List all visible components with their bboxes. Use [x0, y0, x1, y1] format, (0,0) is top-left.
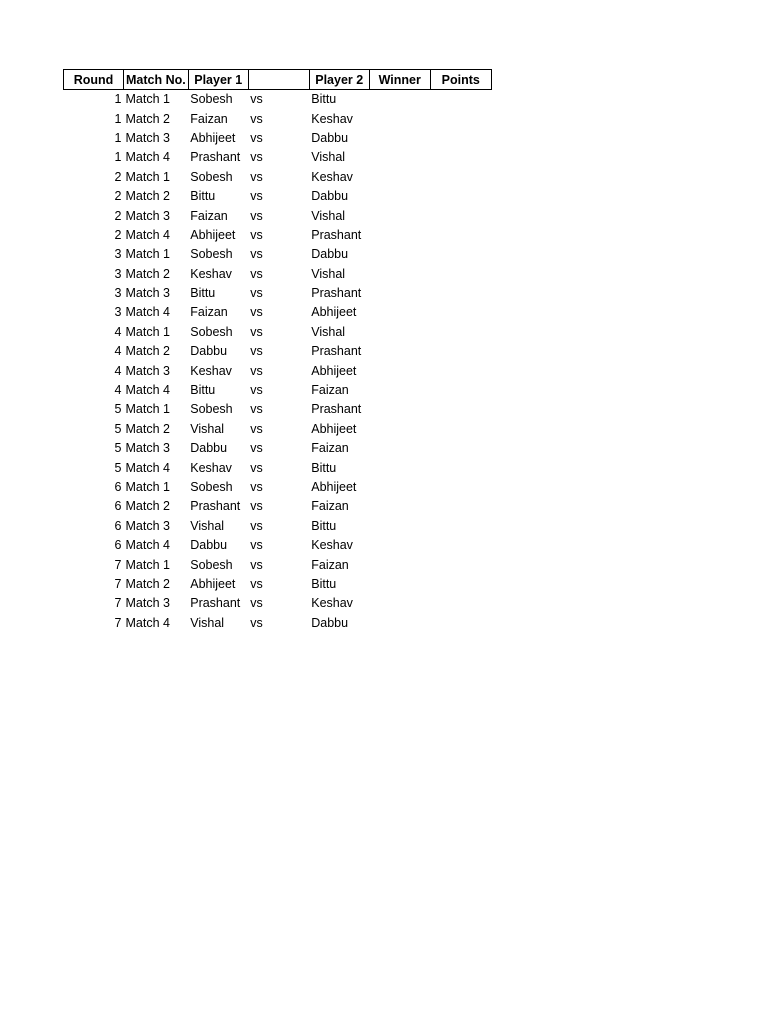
- match-cell: Match 1: [125, 169, 170, 184]
- player-1-cell: Sobesh: [190, 247, 233, 262]
- round-cell: 7: [114, 557, 122, 572]
- player-2-cell: Vishal: [311, 324, 346, 339]
- points-cell: [430, 594, 491, 613]
- player-2-cell: Prashant: [311, 227, 362, 242]
- round-cell: 7: [114, 596, 122, 611]
- player-2-cell: Abhijeet: [311, 305, 357, 320]
- player-1-cell: Vishal: [190, 421, 225, 436]
- player-2-cell: Keshav: [311, 596, 353, 611]
- match-cell: Match 2: [125, 344, 170, 359]
- vs-cell: vs: [250, 383, 263, 398]
- player-2-cell: Abhijeet: [311, 363, 357, 378]
- table-row: [64, 90, 492, 110]
- player-2-cell: Dabbu: [311, 615, 349, 630]
- table-row: [64, 517, 492, 536]
- match-cell: Match 1: [125, 247, 170, 262]
- header-row: [64, 70, 492, 90]
- player-2-cell: Prashant: [311, 344, 362, 359]
- player-2-cell: Faizan: [311, 499, 349, 514]
- round-cell: 6: [114, 499, 122, 514]
- round-cell: 4: [114, 383, 122, 398]
- points-cell: [430, 478, 491, 497]
- points-cell: [430, 517, 491, 536]
- round-cell: 1: [114, 92, 122, 107]
- player-2-cell: Faizan: [311, 383, 349, 398]
- player-2-cell: Bittu: [311, 518, 337, 533]
- vs-cell: vs: [250, 480, 263, 494]
- player-1-cell: Dabbu: [190, 441, 228, 456]
- winner-cell: [369, 303, 430, 322]
- match-cell: Match 4: [125, 305, 170, 320]
- player-2-cell: Keshav: [311, 538, 353, 553]
- match-cell: Match 4: [125, 615, 170, 630]
- winner-cell: [369, 342, 430, 361]
- points-cell: [430, 187, 491, 206]
- points-cell: [430, 420, 491, 439]
- player-2-cell: Prashant: [311, 402, 362, 417]
- player-1-cell: Keshav: [190, 266, 232, 281]
- winner-cell: [369, 439, 430, 458]
- table-row: [64, 381, 492, 400]
- points-cell: [430, 361, 491, 380]
- vs-cell: vs: [250, 557, 263, 572]
- table-row: [64, 226, 492, 245]
- points-cell: [430, 168, 491, 187]
- table-row: [64, 109, 492, 128]
- vs-cell: vs: [250, 363, 263, 378]
- player-1-cell: Keshav: [190, 363, 232, 378]
- player-1-cell: Abhijeet: [190, 576, 236, 591]
- round-cell: 3: [114, 305, 122, 320]
- round-cell: 4: [114, 324, 122, 339]
- table-row: [64, 187, 492, 206]
- player-1-cell: Dabbu: [190, 344, 228, 359]
- winner-cell: [369, 245, 430, 264]
- round-cell: 6: [114, 480, 122, 494]
- player-1-cell: Vishal: [190, 615, 225, 630]
- vs-cell: vs: [250, 324, 263, 339]
- spreadsheet-page: [63, 69, 492, 633]
- table-row: [64, 245, 492, 264]
- table-row: [64, 575, 492, 594]
- player-2-cell: Keshav: [311, 111, 353, 126]
- vs-cell: vs: [250, 305, 263, 320]
- vs-cell: vs: [250, 247, 263, 262]
- vs-cell: vs: [250, 227, 263, 242]
- match-cell: Match 3: [125, 286, 170, 301]
- player-2-cell: Bittu: [311, 576, 337, 591]
- round-cell: 7: [114, 576, 122, 591]
- player-1-cell: Dabbu: [190, 538, 228, 553]
- winner-cell: [369, 168, 430, 187]
- points-cell: [430, 206, 491, 225]
- vs-cell: vs: [250, 460, 263, 475]
- player-1-cell: Prashant: [190, 596, 241, 611]
- vs-cell: vs: [250, 615, 263, 630]
- player-1-cell: Bittu: [190, 383, 216, 398]
- round-cell: 2: [114, 208, 122, 223]
- match-cell: Match 1: [125, 557, 170, 572]
- points-cell: [430, 555, 491, 574]
- points-cell: [430, 303, 491, 322]
- vs-cell: vs: [250, 538, 263, 553]
- player-1-cell: Faizan: [190, 208, 228, 223]
- player-1-cell: Abhijeet: [190, 130, 236, 145]
- match-cell: Match 4: [125, 383, 170, 398]
- match-cell: Match 2: [125, 499, 170, 514]
- table-row: [64, 536, 492, 555]
- player-2-cell: Prashant: [311, 286, 362, 301]
- vs-cell: vs: [250, 518, 263, 533]
- round-cell: 1: [114, 111, 122, 126]
- player-1-cell: Sobesh: [190, 557, 233, 572]
- player-2-cell: Vishal: [311, 150, 346, 165]
- player-2-cell: Faizan: [311, 441, 349, 456]
- match-cell: Match 1: [125, 402, 170, 417]
- table-row: [64, 439, 492, 458]
- winner-cell: [369, 284, 430, 303]
- vs-cell: vs: [250, 92, 263, 107]
- match-cell: Match 1: [125, 92, 170, 107]
- winner-cell: [369, 226, 430, 245]
- table-header: [64, 70, 492, 90]
- player-2-cell: Bittu: [311, 460, 337, 475]
- points-cell: [430, 400, 491, 419]
- round-cell: 4: [114, 363, 122, 378]
- round-cell: 2: [114, 189, 122, 204]
- vs-cell: vs: [250, 169, 263, 184]
- points-cell: [430, 245, 491, 264]
- table-row: [64, 478, 492, 497]
- player-1-cell: Faizan: [190, 305, 228, 320]
- table-row: [64, 361, 492, 380]
- winner-cell: [369, 148, 430, 167]
- player-1-cell: Bittu: [190, 286, 216, 301]
- round-cell: 3: [114, 286, 122, 301]
- player-2-cell: Bittu: [311, 92, 337, 107]
- match-cell: Match 1: [125, 324, 170, 339]
- table-row: [64, 148, 492, 167]
- header-winner: Winner: [369, 70, 430, 90]
- vs-cell: vs: [250, 111, 263, 126]
- winner-cell: [369, 594, 430, 613]
- player-1-cell: Keshav: [190, 460, 232, 475]
- round-cell: 5: [114, 402, 122, 417]
- header-points: Points: [430, 70, 491, 90]
- table-row: [64, 400, 492, 419]
- vs-cell: vs: [250, 208, 263, 223]
- winner-cell: [369, 458, 430, 477]
- table-row: [64, 594, 492, 613]
- player-1-cell: Prashant: [190, 499, 241, 514]
- points-cell: [430, 439, 491, 458]
- match-cell: Match 2: [125, 266, 170, 281]
- table-row: [64, 614, 492, 633]
- points-cell: [430, 497, 491, 516]
- table-row: [64, 303, 492, 322]
- vs-cell: vs: [250, 150, 263, 165]
- points-cell: [430, 129, 491, 148]
- match-cell: Match 3: [125, 208, 170, 223]
- winner-cell: [369, 517, 430, 536]
- winner-cell: [369, 90, 430, 110]
- player-1-cell: Prashant: [190, 150, 241, 165]
- match-cell: Match 2: [125, 421, 170, 436]
- winner-cell: [369, 187, 430, 206]
- points-cell: [430, 458, 491, 477]
- match-cell: Match 4: [125, 460, 170, 475]
- player-2-cell: Keshav: [311, 169, 353, 184]
- points-cell: [430, 265, 491, 284]
- winner-cell: [369, 265, 430, 284]
- header-blank: [248, 70, 309, 90]
- player-2-cell: Faizan: [311, 557, 349, 572]
- match-cell: Match 1: [125, 480, 170, 494]
- points-cell: [430, 536, 491, 555]
- winner-cell: [369, 400, 430, 419]
- table-body: [64, 90, 492, 633]
- winner-cell: [369, 206, 430, 225]
- vs-cell: vs: [250, 576, 263, 591]
- winner-cell: [369, 323, 430, 342]
- player-1-cell: Faizan: [190, 111, 228, 126]
- round-cell: 5: [114, 421, 122, 436]
- vs-cell: vs: [250, 421, 263, 436]
- table-row: [64, 265, 492, 284]
- table-row: [64, 206, 492, 225]
- table-row: [64, 284, 492, 303]
- round-cell: 1: [114, 150, 122, 165]
- match-cell: Match 2: [125, 111, 170, 126]
- vs-cell: vs: [250, 266, 263, 281]
- winner-cell: [369, 536, 430, 555]
- header-player-2: Player 2: [309, 70, 369, 90]
- table-row: [64, 323, 492, 342]
- winner-cell: [369, 575, 430, 594]
- match-cell: Match 2: [125, 189, 170, 204]
- table-row: [64, 458, 492, 477]
- winner-cell: [369, 478, 430, 497]
- points-cell: [430, 148, 491, 167]
- player-2-cell: Abhijeet: [311, 480, 357, 494]
- player-2-cell: Abhijeet: [311, 421, 357, 436]
- points-cell: [430, 323, 491, 342]
- round-cell: 3: [114, 266, 122, 281]
- round-cell: 7: [114, 615, 122, 630]
- player-2-cell: Dabbu: [311, 130, 349, 145]
- points-cell: [430, 381, 491, 400]
- player-1-cell: Sobesh: [190, 324, 233, 339]
- match-cell: Match 3: [125, 441, 170, 456]
- vs-cell: vs: [250, 441, 263, 456]
- round-cell: 4: [114, 344, 122, 359]
- player-1-cell: Sobesh: [190, 92, 233, 107]
- winner-cell: [369, 109, 430, 128]
- round-cell: 6: [114, 518, 122, 533]
- winner-cell: [369, 129, 430, 148]
- round-cell: 1: [114, 130, 122, 145]
- match-cell: Match 2: [125, 576, 170, 591]
- winner-cell: [369, 361, 430, 380]
- winner-cell: [369, 381, 430, 400]
- round-cell: 2: [114, 169, 122, 184]
- round-cell: 5: [114, 441, 122, 456]
- points-cell: [430, 109, 491, 128]
- table-row: [64, 420, 492, 439]
- points-cell: [430, 90, 491, 110]
- vs-cell: vs: [250, 286, 263, 301]
- player-2-cell: Dabbu: [311, 189, 349, 204]
- match-cell: Match 3: [125, 518, 170, 533]
- winner-cell: [369, 555, 430, 574]
- header-round: Round: [64, 70, 124, 90]
- player-1-cell: Sobesh: [190, 480, 233, 494]
- player-1-cell: Abhijeet: [190, 227, 236, 242]
- winner-cell: [369, 614, 430, 633]
- points-cell: [430, 614, 491, 633]
- player-1-cell: Bittu: [190, 189, 216, 204]
- match-cell: Match 4: [125, 538, 170, 553]
- table-row: [64, 555, 492, 574]
- header-match-no: Match No.: [124, 70, 189, 90]
- table-row: [64, 497, 492, 516]
- vs-cell: vs: [250, 499, 263, 514]
- player-2-cell: Dabbu: [311, 247, 349, 262]
- header-player-1: Player 1: [188, 70, 248, 90]
- vs-cell: vs: [250, 596, 263, 611]
- player-1-cell: Vishal: [190, 518, 225, 533]
- vs-cell: vs: [250, 402, 263, 417]
- points-cell: [430, 284, 491, 303]
- vs-cell: vs: [250, 344, 263, 359]
- round-cell: 5: [114, 460, 122, 475]
- winner-cell: [369, 420, 430, 439]
- points-cell: [430, 575, 491, 594]
- player-2-cell: Vishal: [311, 266, 346, 281]
- table-row: [64, 342, 492, 361]
- round-cell: 3: [114, 247, 122, 262]
- player-1-cell: Sobesh: [190, 169, 233, 184]
- match-cell: Match 3: [125, 596, 170, 611]
- round-cell: 6: [114, 538, 122, 553]
- player-1-cell: Sobesh: [190, 402, 233, 417]
- vs-cell: vs: [250, 189, 263, 204]
- player-2-cell: Vishal: [311, 208, 346, 223]
- points-cell: [430, 342, 491, 361]
- table-row: [64, 129, 492, 148]
- winner-cell: [369, 497, 430, 516]
- vs-cell: vs: [250, 130, 263, 145]
- match-cell: Match 3: [125, 130, 170, 145]
- match-schedule-table: [63, 69, 492, 633]
- match-cell: Match 3: [125, 363, 170, 378]
- points-cell: [430, 226, 491, 245]
- table-row: [64, 168, 492, 187]
- match-cell: Match 4: [125, 150, 170, 165]
- round-cell: 2: [114, 227, 122, 242]
- match-cell: Match 4: [125, 227, 170, 242]
